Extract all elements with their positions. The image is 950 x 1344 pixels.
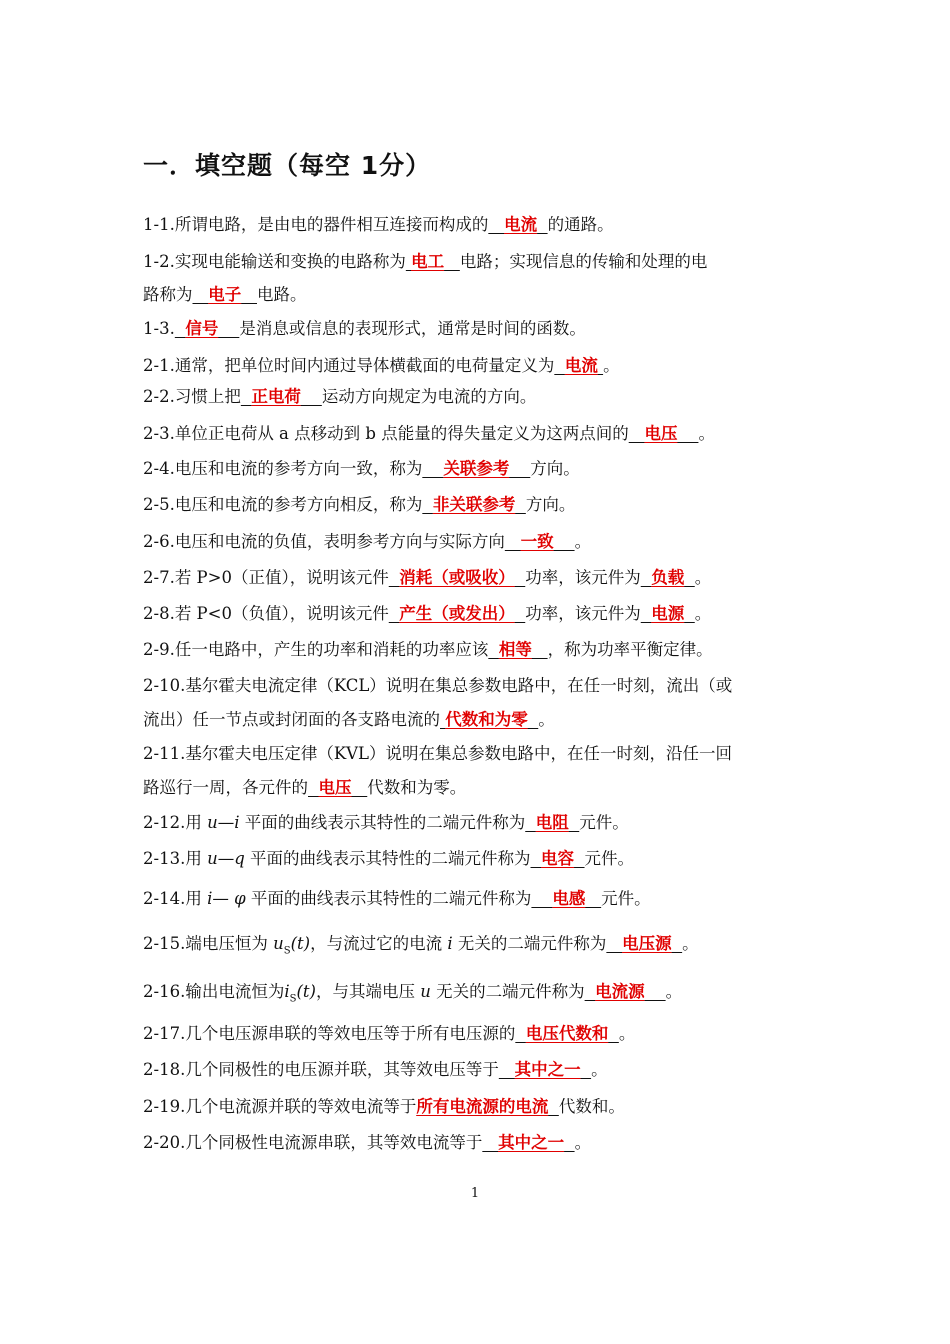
answer-text: 电流 — [504, 215, 538, 234]
question-2-6 — [143, 531, 591, 553]
answer-text: 产生（或发出） — [399, 604, 515, 623]
question-text: ，称为功率平衡定律。 — [547, 640, 713, 659]
question-2-16 — [143, 981, 682, 1010]
question-2-1 — [143, 355, 620, 377]
answer-blank — [499, 1059, 591, 1081]
math-symbol: i — [284, 982, 290, 1001]
question-2-8 — [143, 603, 711, 625]
math-symbol: u—q — [207, 849, 245, 868]
answer-text: 一致 — [520, 532, 554, 551]
answer-text: 电压源 — [622, 934, 672, 953]
question-2-20 — [143, 1132, 591, 1154]
question-2-12 — [143, 812, 629, 834]
page-number: 1 — [470, 1186, 480, 1201]
question-text: 2-20.几个同极性电流源串联，其等效电流等于 — [143, 1133, 483, 1152]
answer-text: 电流源 — [595, 982, 645, 1001]
question-text: ，与流过它的电流 — [310, 934, 443, 953]
math-symbol: (t) — [290, 934, 311, 953]
question-text: 元件。 — [601, 889, 651, 908]
question-text: 平面的曲线表示其特性的二端元件称为 — [250, 889, 532, 908]
question-text: 。 — [603, 356, 620, 375]
question-2-10 — [143, 675, 732, 697]
question-2-5 — [143, 494, 575, 516]
answer-blank — [531, 888, 601, 910]
question-text: 方向。 — [530, 459, 580, 478]
answer-blank — [389, 567, 526, 589]
math-symbol: u — [420, 982, 431, 1001]
answer-text: 电流 — [564, 356, 598, 375]
answer-blank — [606, 933, 682, 955]
question-text: 2-18.几个同极性的电压源并联，其等效电压等于 — [143, 1060, 499, 1079]
answer-blank — [488, 214, 547, 236]
answer-blank — [505, 531, 575, 553]
answer-blank — [641, 603, 695, 625]
question-1-3 — [143, 318, 586, 340]
answer-text: 代数和为零 — [445, 710, 528, 729]
question-text: 电路；实现信息的传输和处理的电 — [459, 252, 708, 271]
answer-blank — [422, 458, 530, 480]
answer-text: 电子 — [208, 285, 242, 304]
question-text: 路巡行一周，各元件的 — [143, 778, 308, 797]
question-text: 电路。 — [257, 285, 307, 304]
question-text: 元件。 — [584, 849, 635, 868]
answer-text: 消耗（或吸收） — [399, 568, 515, 587]
math-symbol: u—i — [207, 813, 240, 832]
question-text: 2-10.基尔霍夫电流定律（KCL）说明在集总参数电路中，在任一时刻，流出（或 — [143, 676, 733, 695]
question-text: 的通路。 — [547, 215, 614, 234]
question-2-17 — [143, 1023, 635, 1045]
question-text: 2-5.电压和电流的参考方向相反，称为 — [143, 495, 423, 514]
question-text: 代数和为零。 — [367, 778, 467, 797]
answer-text: 非关联参考 — [432, 495, 516, 514]
answer-blank — [629, 423, 699, 445]
answer-blank — [175, 318, 239, 340]
question-text: 方向。 — [525, 495, 576, 514]
answer-blank — [641, 567, 695, 589]
question-text: 2-7.若 P>0（正值），说明该元件 — [143, 568, 389, 587]
answer-blank — [193, 284, 258, 306]
question-2-9 — [143, 639, 713, 661]
math-subscript: S — [283, 945, 291, 957]
answer-blank — [241, 386, 322, 408]
answer-text: 相等 — [498, 640, 532, 659]
question-text: 流出）任一节点或封闭面的各支路电流的 — [143, 710, 440, 729]
question-2-18 — [143, 1059, 608, 1081]
answer-text: 电容 — [541, 849, 575, 868]
question-text: 2-13.用 — [143, 849, 202, 868]
question-text: 无关的二端元件称为 — [436, 982, 585, 1001]
question-text: 。 — [618, 1024, 636, 1043]
question-2-2 — [143, 386, 536, 408]
question-2-3 — [143, 423, 715, 445]
question-text: 代数和。 — [558, 1097, 625, 1116]
answer-text: 电源 — [651, 604, 685, 623]
question-text: 2-1.通常，把单位时间内通过导体横截面的电荷量定义为 — [143, 356, 555, 375]
question-text: 。 — [538, 710, 555, 729]
answer-blank — [406, 251, 460, 273]
question-text: 2-4.电压和电流的参考方向一致，称为 — [143, 459, 423, 478]
question-text: 。 — [682, 934, 699, 953]
question-text: 2-15.端电压恒为 — [143, 934, 268, 953]
answer-blank — [554, 355, 603, 377]
question-2-14 — [143, 888, 651, 910]
question-text: 2-12.用 — [143, 813, 202, 832]
answer-text: 电阻 — [535, 813, 569, 832]
answer-blank — [515, 1023, 619, 1045]
answer-text: 负载 — [651, 568, 685, 587]
question-2-4 — [143, 458, 580, 480]
math-symbol: i — [447, 934, 453, 953]
question-text: 功率，该元件为 — [525, 604, 641, 623]
question-1-1 — [143, 214, 614, 236]
answer-text: 电压 — [318, 778, 352, 797]
question-2-11 — [143, 743, 732, 765]
answer-blank — [525, 812, 579, 834]
question-text: 2-11.基尔霍夫电压定律（KVL）说明在集总参数电路中，在任一时刻，沿任一回 — [143, 744, 733, 763]
question-text: 。 — [698, 424, 715, 443]
question-text: 2-6.电压和电流的负值，表明参考方向与实际方向 — [143, 532, 505, 551]
question-text: 2-16.输出电流恒为 — [143, 982, 285, 1001]
question-text: 2-3.单位正电荷从 a 点移动到 b 点能量的得失量定义为这两点间的 — [143, 424, 629, 443]
answer-blank — [308, 777, 367, 799]
question-text: 无关的二端元件称为 — [457, 934, 607, 953]
question-text: 。 — [574, 532, 592, 551]
math-symbol: i— φ — [207, 889, 246, 908]
answer-blank — [422, 494, 526, 516]
question-text: 平面的曲线表示其特性的二端元件称为 — [244, 813, 526, 832]
question-text: 。 — [665, 982, 683, 1001]
question-2-11-cont — [143, 777, 466, 799]
question-text: 2-14.用 — [143, 889, 202, 908]
question-text: 2-17.几个电压源串联的等效电压等于所有电压源的 — [143, 1024, 516, 1043]
question-text: 运动方向规定为电流的方向。 — [321, 387, 537, 406]
question-text: 。 — [574, 1133, 592, 1152]
question-2-19 — [143, 1096, 625, 1118]
question-text: 2-19.几个电流源并联的等效电流等于 — [143, 1097, 417, 1116]
question-text: 1-2.实现电能输送和变换的电路称为 — [143, 252, 406, 271]
math-symbol: u — [273, 934, 284, 953]
section-title: 一．填空题（每空 1分） — [143, 151, 432, 180]
answer-blank — [482, 1132, 574, 1154]
question-text: 。 — [591, 1060, 608, 1079]
math-symbol: (t) — [296, 982, 316, 1001]
answer-blank — [416, 1096, 559, 1118]
question-2-10-cont — [143, 709, 555, 731]
question-2-7 — [143, 567, 711, 589]
question-text: 。 — [694, 568, 712, 587]
question-text: 1-3. — [143, 319, 175, 338]
question-text: ，与其端电压 — [315, 982, 415, 1001]
answer-text: 其中之一 — [514, 1060, 581, 1079]
answer-blank — [440, 709, 538, 731]
answer-text: 电工 — [411, 252, 445, 271]
answer-text: 关联参考 — [443, 459, 510, 478]
answer-blank — [531, 848, 585, 870]
question-text: 路称为 — [143, 285, 193, 304]
answer-text: 电压 — [644, 424, 678, 443]
answer-blank — [585, 981, 666, 1003]
question-text: 平面的曲线表示其特性的二端元件称为 — [250, 849, 531, 868]
answer-text: 正电荷 — [251, 387, 301, 406]
question-2-13 — [143, 848, 634, 870]
answer-text: 信号 — [185, 319, 219, 338]
question-text: 。 — [694, 604, 712, 623]
question-1-2 — [143, 251, 707, 273]
question-text: 2-9.任一电路中，产生的功率和消耗的功率应该 — [143, 640, 489, 659]
question-2-15 — [143, 933, 699, 962]
question-text: 2-2.习惯上把 — [143, 387, 241, 406]
answer-blank — [488, 639, 547, 661]
answer-blank — [389, 603, 526, 625]
question-text: 元件。 — [579, 813, 629, 832]
answer-text: 电感 — [552, 889, 586, 908]
question-text: 1-1.所谓电路，是由电的器件相互连接而构成的 — [143, 215, 489, 234]
question-text: 是消息或信息的表现形式，通常是时间的函数。 — [239, 319, 586, 338]
question-text: 2-8.若 P<0（负值），说明该元件 — [143, 604, 389, 623]
question-text: 功率，该元件为 — [525, 568, 641, 587]
answer-text: 所有电流源的电流 — [416, 1097, 549, 1116]
math-subscript: S — [289, 993, 297, 1005]
answer-text: 电压代数和 — [525, 1024, 609, 1043]
question-1-2-cont — [143, 284, 307, 306]
answer-text: 其中之一 — [498, 1133, 565, 1152]
